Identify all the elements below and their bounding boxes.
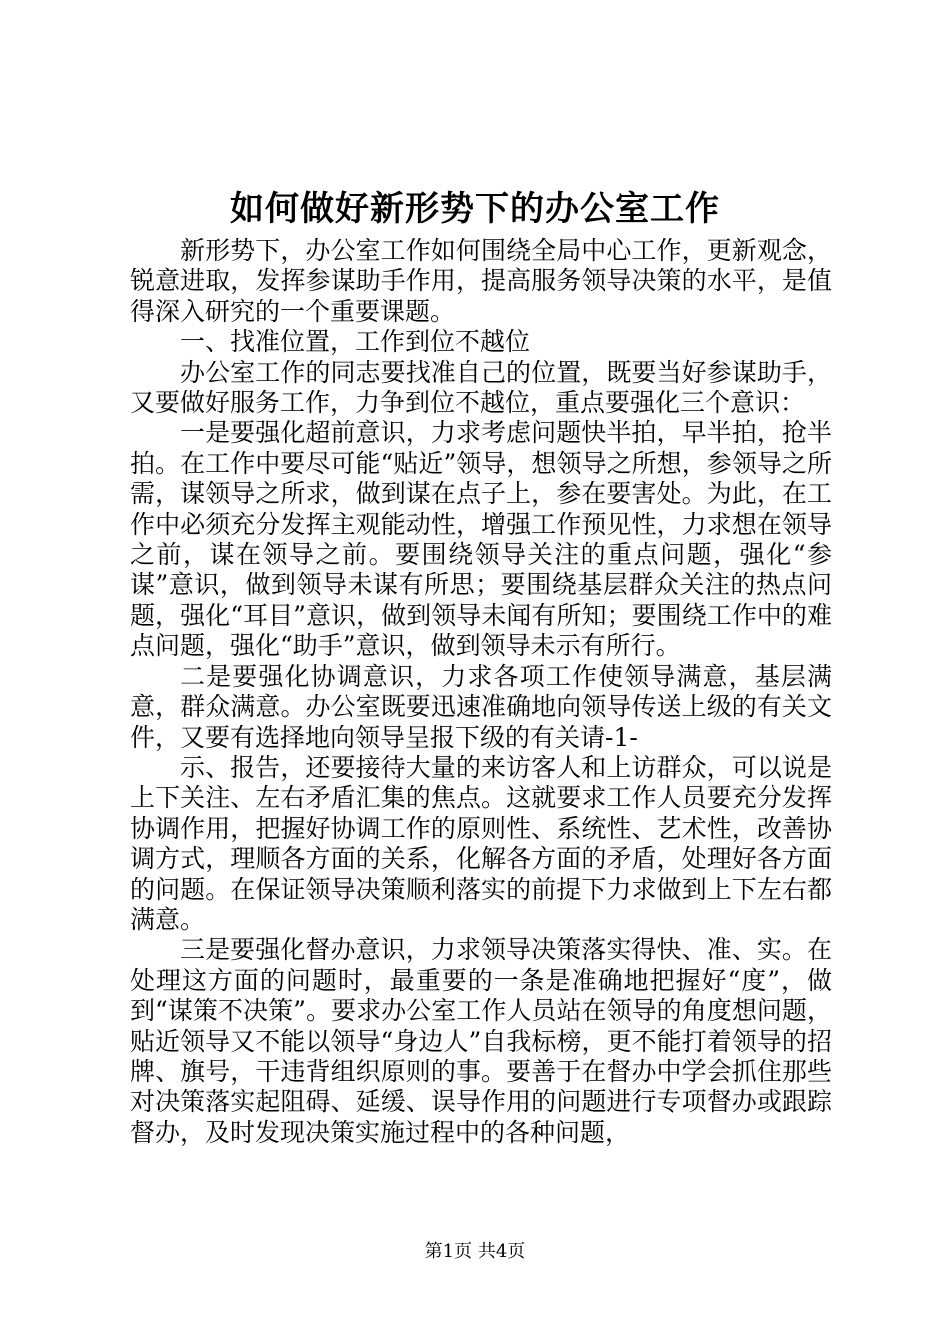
paragraph-point-3: 三是要强化督办意识，力求领导决策落实得快、准、实。在处理这方面的问题时，最重要的一条是准确地把握好“度”，做到“谋策不决策”。要求办公室工作人员站在领导的角度想问题，贴近领导又不能以领导“身边人”自我标榜，更不能打着领导的招牌、旗号，干违背组织原则的事。要善于在督办中学会抓住那些对决策落实起阻碍、延缓、误导作用的问题进行专项督办或跟踪督办，及时发现决策实施过程中的各种问题， [130, 935, 832, 1147]
page-footer: 第1页 共4页 [424, 1241, 526, 1262]
paragraph-intro: 新形势下，办公室工作如何围绕全局中心工作，更新观念，锐意进取，发挥参谋助手作用，提高服务领导决策的水平，是值得深入研究的一个重要课题。 [130, 236, 832, 326]
paragraph-section-1: 办公室工作的同志要找准自己的位置，既要当好参谋助手，又要做好服务工作，力争到位不越位，重点要强化三个意识： [130, 357, 832, 418]
paragraph-point-1: 一是要强化超前意识，力求考虑问题快半拍，早半拍，抢半拍。在工作中要尽可能“贴近”领导，想领导之所想，参领导之所需，谋领导之所求，做到谋在点子上，参在要害处。为此，在工作中必须充分发挥主观能动性，增强工作预见性，力求想在领导之前，谋在领导之前。要围绕领导关注的重点问题，强化“参谋”意识，做到领导未谋有所思；要围绕基层群众关注的热点问题，强化“耳目”意识，做到领导未闻有所知；要围绕工作中的难点问题，强化“助手”意识，做到领导未示有所行。 [130, 418, 832, 661]
document-title: 如何做好新形势下的办公室工作 [230, 189, 720, 229]
section-heading-1: 一、找准位置，工作到位不越位 [180, 327, 531, 357]
paragraph-point-2-continued: 示、报告，还要接待大量的来访客人和上访群众，可以说是上下关注、左右矛盾汇集的焦点。这就要求工作人员要充分发挥协调作用，把握好协调工作的原则性、系统性、艺术性，改善协调方式，理顺各方面的关系，化解各方面的矛盾，处理好各方面的问题。在保证领导决策顺利落实的前提下力求做到上下左右都满意。 [130, 752, 832, 934]
document-body [130, 236, 832, 1148]
paragraph-point-2: 二是要强化协调意识，力求各项工作使领导满意，基层满意，群众满意。办公室既要迅速准确地向领导传送上级的有关文件，又要有选择地向领导呈报下级的有关请-1- [130, 661, 832, 752]
